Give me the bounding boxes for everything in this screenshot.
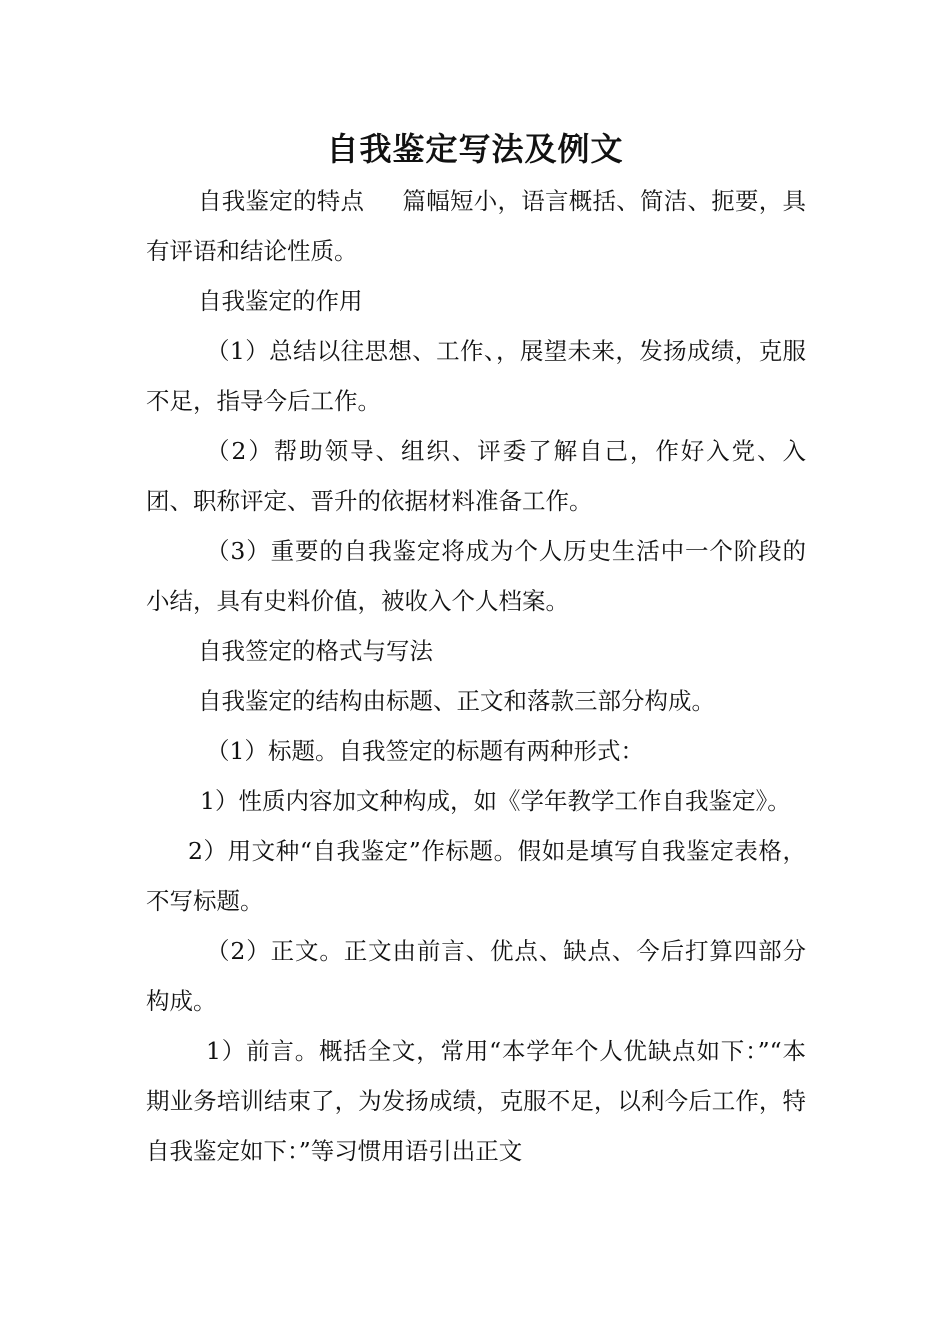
- paragraph-title-forms: （1）标题。自我签定的标题有两种形式：: [206, 737, 644, 765]
- paragraph-title-form-1: 1）性质内容加文种构成，如《学年教学工作自我鉴定》。: [200, 787, 791, 815]
- paragraph-format-heading: 自我签定的格式与写法: [198, 637, 433, 665]
- document-title: 自我鉴定写法及例文: [326, 130, 624, 168]
- paragraph-role-2: （2）帮助领导、组织、评委了解自己，作好入党、入团、职称评定、晋升的依据材料准备工作。: [146, 437, 806, 515]
- paragraph-features-text: 篇幅短小，语言概括、简洁、扼要，具有评语和结论性质。: [146, 187, 806, 265]
- paragraph-title-form-2: 2）用文种“自我鉴定”作标题。假如是填写自我鉴定表格，不写标题。: [146, 837, 806, 915]
- paragraph-features: [146, 176, 806, 276]
- paragraph-features-heading: 自我鉴定的特点: [198, 187, 365, 215]
- document-body: [146, 176, 806, 1176]
- paragraph-preface: 1）前言。概括全文，常用“本学年个人优缺点如下：”“本期业务培训结束了，为发扬成绩，克服不足，以利今后工作，特自我鉴定如下：”等习惯用语引出正文: [146, 1037, 806, 1165]
- paragraph-role-3: （3）重要的自我鉴定将成为个人历史生活中一个阶段的小结，具有史料价值，被收入个人档案。: [146, 537, 806, 615]
- paragraph-role-heading: 自我鉴定的作用: [198, 287, 363, 315]
- paragraph-structure: 自我鉴定的结构由标题、正文和落款三部分构成。: [198, 687, 715, 715]
- paragraph-role-1: （1）总结以往思想、工作、，展望未来，发扬成绩，克服不足，指导今后工作。: [146, 337, 806, 415]
- paragraph-body-parts: （2）正文。正文由前言、优点、缺点、今后打算四部分构成。: [146, 937, 806, 1015]
